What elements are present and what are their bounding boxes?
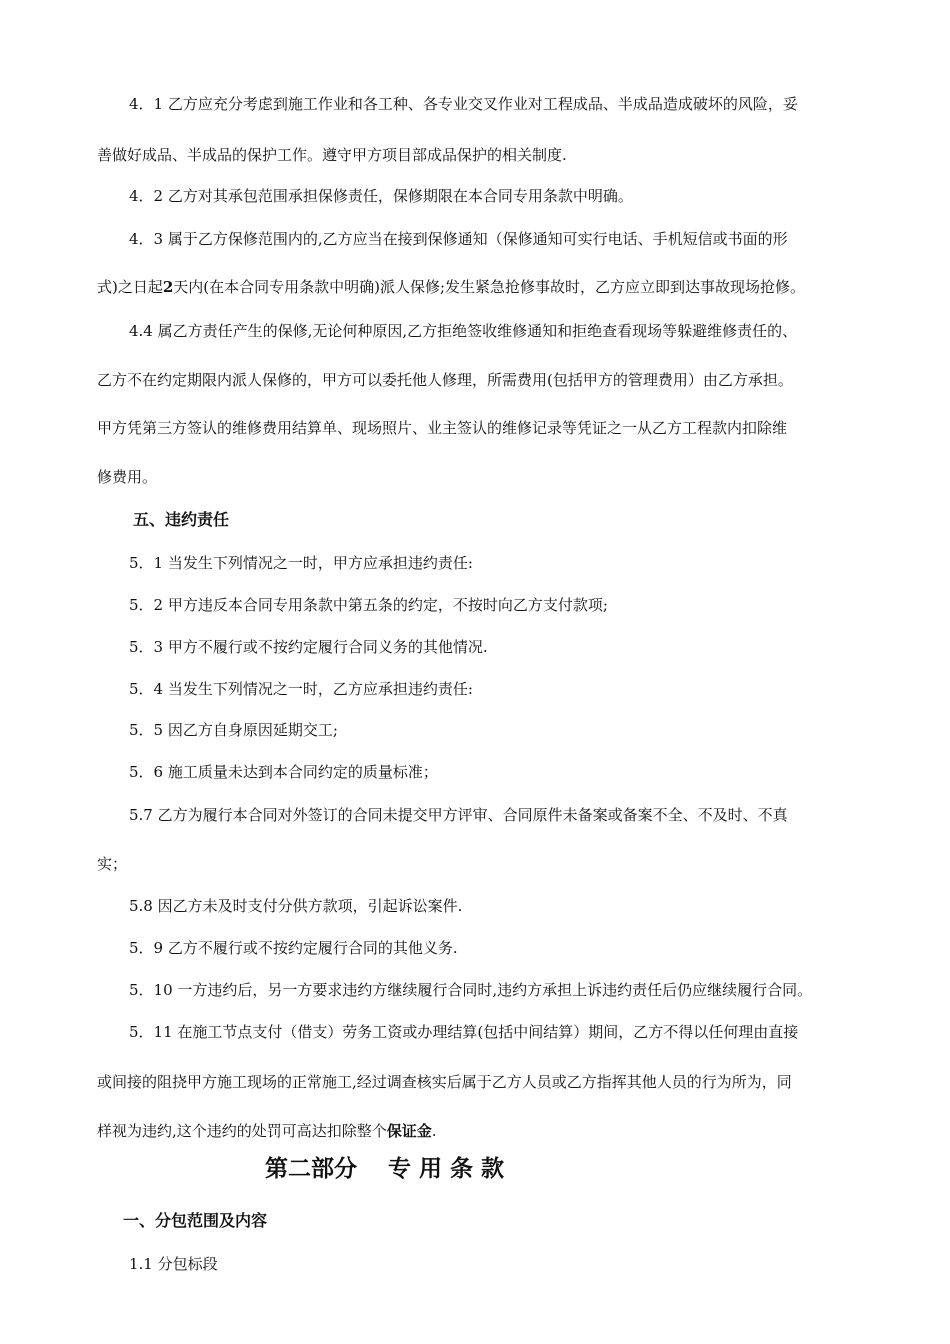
clause-4-3-line-2 (97, 276, 805, 298)
section-5-heading: 五、违约责任 (133, 510, 230, 529)
clause-4-1-line-2: 善做好成品、半成品的保护工作。遵守甲方项目部成品保护的相关制度. (97, 146, 567, 164)
clause-4-3-days: 2 (162, 278, 174, 296)
clause-5-7-line-1: 5.7 乙方为履行本合同对外签订的合同未提交甲方评审、合同原件未备案或备案不全、不及时、不真 (129, 806, 788, 824)
clause-4-4-line-2: 乙方不在约定期限内派人保修的，甲方可以委托他人修理，所需费用(包括甲方的管理费用）由乙方承担。 (97, 371, 793, 389)
clause-5-11-line-1: 5．11 在施工节点支付（借支）劳务工资或办理结算(包括中间结算）期间，乙方不得以任何理由直接 (129, 1023, 799, 1041)
clause-5-7-line-2: 实； (97, 855, 128, 873)
clause-4-4-line-4: 修费用。 (97, 468, 158, 486)
clause-5-8: 5.8 因乙方未及时支付分供方款项，引起诉讼案件. (129, 897, 463, 915)
clause-5-11-line-2: 或间接的阻挠甲方施工现场的正常施工,经过调查核实后属于乙方人员或乙方指挥其他人员的行为所为，同 (97, 1073, 792, 1091)
clause-5-6: 5．6 施工质量未达到本合同约定的质量标准； (129, 763, 438, 781)
clause-4-4-line-3: 甲方凭第三方签认的维修费用结算单、现场照片、业主签认的维修记录等凭证之一从乙方工程款内扣除维 (97, 419, 788, 437)
clause-5-11-text-c: . (431, 1122, 437, 1140)
clause-5-3: 5．3 甲方不履行或不按约定履行合同义务的其他情况. (129, 638, 488, 656)
clause-4-4-line-1: 4.4 属乙方责任产生的保修,无论何种原因,乙方拒绝签收维修通知和拒绝查看现场等躲避维修责任的、 (129, 322, 798, 340)
part-2-title: 第二部分 专 用 条 款 (265, 1156, 505, 1182)
part-2-clause-1-1: 1.1 分包标段 (129, 1255, 218, 1273)
clause-4-2: 4．2 乙方对其承包范围承担保修责任，保修期限在本合同专用条款中明确。 (129, 187, 633, 205)
clause-5-11-line-3 (97, 1120, 437, 1142)
part-2-section-1-heading: 一、分包范围及内容 (123, 1211, 268, 1230)
clause-5-4: 5．4 当发生下列情况之一时，乙方应承担违约责任: (129, 680, 473, 698)
clause-5-2: 5．2 甲方违反本合同专用条款中第五条的约定，不按时向乙方支付款项; (129, 596, 608, 614)
clause-5-11-text-a: 样视为违约,这个违约的处罚可高达扣除整个 (97, 1122, 387, 1140)
clause-4-3-text-a: 式)之日起 (97, 278, 163, 296)
clause-4-1-line-1: 4．1 乙方应充分考虑到施工作业和各工种、各专业交叉作业对工程成品、半成品造成破坏的风险，妥 (129, 95, 798, 113)
clause-4-3-text-c: 天内(在本合同专用条款中明确)派人保修;发生紧急抢修事故时，乙方应立即到达事故现场抢修。 (173, 278, 806, 296)
clause-5-5: 5．5 因乙方自身原因延期交工; (129, 721, 338, 739)
clause-5-10: 5．10 一方违约后，另一方要求违约方继续履行合同时,违约方承担上诉违约责任后仍应继续履行合同。 (129, 981, 813, 999)
clause-5-9: 5．9 乙方不履行或不按约定履行合同的其他义务. (129, 939, 458, 957)
clause-5-11-deposit: 保证金 (386, 1122, 432, 1140)
clause-5-1: 5．1 当发生下列情况之一时，甲方应承担违约责任: (129, 554, 473, 572)
clause-4-3-line-1: 4．3 属于乙方保修范围内的,乙方应当在接到保修通知（保修通知可实行电话、手机短信或书面的形 (129, 230, 788, 248)
